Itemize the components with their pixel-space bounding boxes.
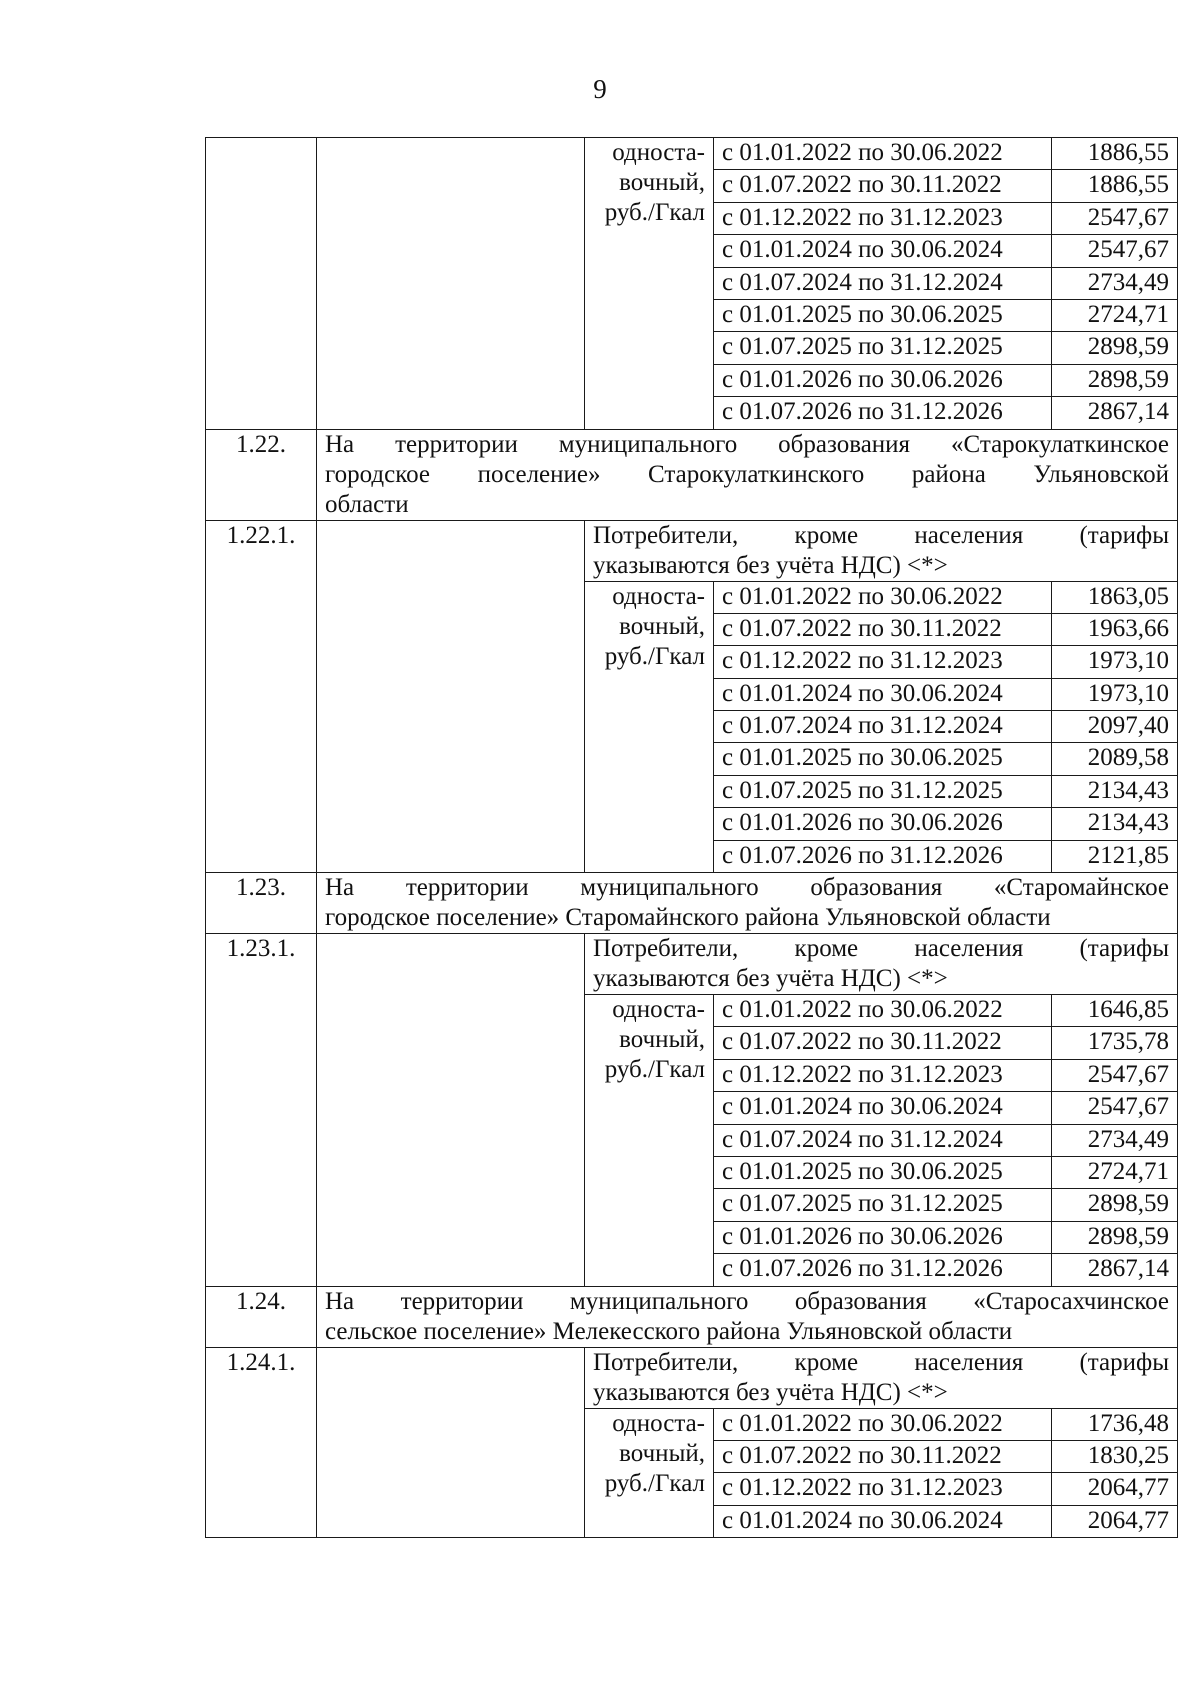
rate-value: 1863,05 — [1052, 581, 1178, 613]
section-number: 1.22. — [206, 429, 317, 520]
rate-value: 1735,78 — [1052, 1027, 1178, 1059]
rate-period: с 01.07.2022 по 30.11.2022 — [714, 1440, 1052, 1472]
consumers-line: указываются без учёта НДС) <*> — [593, 1378, 948, 1406]
rate-period: с 01.01.2022 по 30.06.2022 — [714, 1408, 1052, 1440]
section-number: 1.23. — [206, 873, 317, 934]
unit-label-line: руб./Гкал — [604, 1056, 705, 1084]
rate-period: с 01.01.2024 по 30.06.2024 — [714, 678, 1052, 710]
rate-period: с 01.01.2026 по 30.06.2026 — [714, 364, 1052, 396]
unit-cell — [585, 138, 714, 430]
rate-period: с 01.01.2026 по 30.06.2026 — [714, 808, 1052, 840]
unit-label-line: односта- — [612, 139, 705, 166]
consumers-description — [585, 934, 1178, 995]
unit-label-line: руб./Гкал — [604, 1469, 705, 1497]
rate-value: 2547,67 — [1052, 235, 1178, 267]
subsection-blank-cell — [317, 934, 585, 1287]
unit-label-line: односта- — [612, 996, 705, 1024]
rate-period: с 01.01.2025 по 30.06.2025 — [714, 1156, 1052, 1188]
subsection-number: 1.23.1. — [206, 934, 317, 1287]
territory-line: На территории муниципального образования «Старокулаткинское — [325, 430, 1169, 458]
rate-value: 2547,67 — [1052, 202, 1178, 234]
rate-value: 2898,59 — [1052, 332, 1178, 364]
tariff-table-body — [206, 138, 1178, 1538]
consumers-line: Потребители, кроме населения (тарифы — [593, 521, 1169, 549]
consumers-description — [585, 1347, 1178, 1408]
rate-period: с 01.01.2022 по 30.06.2022 — [714, 138, 1052, 170]
rate-value: 2867,14 — [1052, 1254, 1178, 1286]
unit-cell — [585, 995, 714, 1287]
section-header-row — [206, 1286, 1178, 1347]
consumers-description — [585, 520, 1178, 581]
rate-value: 1886,55 — [1052, 170, 1178, 202]
rate-period: с 01.07.2022 по 30.11.2022 — [714, 613, 1052, 645]
territory-line: На территории муниципального образования «Старосахчинское — [325, 1287, 1169, 1315]
unit-label-line: руб./Гкал — [604, 642, 705, 670]
rate-value: 2734,49 — [1052, 267, 1178, 299]
rate-value: 1963,66 — [1052, 613, 1178, 645]
rate-value: 2064,77 — [1052, 1473, 1178, 1505]
consumers-line: Потребители, кроме населения (тарифы — [593, 1348, 1169, 1376]
rate-value: 2064,77 — [1052, 1505, 1178, 1537]
unit-label-line: односта- — [612, 1409, 705, 1437]
section-territory — [317, 1286, 1178, 1347]
rate-value: 2134,43 — [1052, 808, 1178, 840]
consumers-line: указываются без учёта НДС) <*> — [593, 965, 948, 993]
section-territory — [317, 873, 1178, 934]
rate-period: с 01.01.2024 по 30.06.2024 — [714, 235, 1052, 267]
rate-period: с 01.07.2026 по 31.12.2026 — [714, 840, 1052, 872]
consumers-row — [206, 934, 1178, 995]
rate-period: с 01.01.2026 по 30.06.2026 — [714, 1221, 1052, 1253]
unit-label-line: односта- — [612, 582, 705, 610]
unit-label-line: вочный, — [619, 1439, 705, 1467]
rate-period: с 01.01.2025 по 30.06.2025 — [714, 299, 1052, 331]
rate-value: 2121,85 — [1052, 840, 1178, 872]
unit-label-line: руб./Гкал — [604, 199, 705, 226]
rate-period: с 01.12.2022 по 31.12.2023 — [714, 1473, 1052, 1505]
rate-period: с 01.07.2024 по 31.12.2024 — [714, 267, 1052, 299]
rate-period: с 01.07.2022 по 30.11.2022 — [714, 1027, 1052, 1059]
rate-period: с 01.01.2022 по 30.06.2022 — [714, 581, 1052, 613]
rate-period: с 01.07.2025 по 31.12.2025 — [714, 332, 1052, 364]
rate-value: 2547,67 — [1052, 1092, 1178, 1124]
consumers-line: Потребители, кроме населения (тарифы — [593, 935, 1169, 963]
rate-value: 2134,43 — [1052, 775, 1178, 807]
rate-period: с 01.01.2025 по 30.06.2025 — [714, 743, 1052, 775]
rate-value: 1973,10 — [1052, 678, 1178, 710]
section-territory — [317, 429, 1178, 520]
rate-period: с 01.01.2022 по 30.06.2022 — [714, 995, 1052, 1027]
rate-period: с 01.07.2025 по 31.12.2025 — [714, 775, 1052, 807]
rate-period: с 01.07.2026 по 31.12.2026 — [714, 397, 1052, 429]
rate-value: 1830,25 — [1052, 1440, 1178, 1472]
subsection-number: 1.22.1. — [206, 520, 317, 873]
rate-period: с 01.12.2022 по 31.12.2023 — [714, 1059, 1052, 1091]
rate-value: 1736,48 — [1052, 1408, 1178, 1440]
continuation-blank-cell — [317, 138, 585, 430]
subsection-number: 1.24.1. — [206, 1347, 317, 1538]
rate-period: с 01.07.2025 по 31.12.2025 — [714, 1189, 1052, 1221]
subsection-blank-cell — [317, 520, 585, 873]
rate-value: 1886,55 — [1052, 138, 1178, 170]
territory-line: городское поселение» Старомайнского района Ульяновской области — [325, 904, 1051, 932]
rate-period: с 01.07.2022 по 30.11.2022 — [714, 170, 1052, 202]
rate-value: 2898,59 — [1052, 1189, 1178, 1221]
section-header-row — [206, 429, 1178, 520]
rate-value: 2724,71 — [1052, 299, 1178, 331]
unit-label-line: вочный, — [619, 169, 705, 196]
territory-line: городское поселение» Старокулаткинского района Ульяновской — [325, 460, 1169, 488]
rate-value: 2898,59 — [1052, 364, 1178, 396]
rate-period: с 01.12.2022 по 31.12.2023 — [714, 646, 1052, 678]
rate-value: 2547,67 — [1052, 1059, 1178, 1091]
rate-row — [206, 138, 1178, 170]
rate-value: 2898,59 — [1052, 1221, 1178, 1253]
unit-cell — [585, 1408, 714, 1538]
rate-period: с 01.01.2024 по 30.06.2024 — [714, 1505, 1052, 1537]
section-number: 1.24. — [206, 1286, 317, 1347]
rate-value: 2734,49 — [1052, 1124, 1178, 1156]
consumers-row — [206, 1347, 1178, 1408]
unit-cell — [585, 581, 714, 873]
rate-value: 2097,40 — [1052, 711, 1178, 743]
rate-value: 2089,58 — [1052, 743, 1178, 775]
rate-period: с 01.12.2022 по 31.12.2023 — [714, 202, 1052, 234]
unit-label-line: вочный, — [619, 612, 705, 640]
territory-line: На территории муниципального образования «Старомайнское — [325, 874, 1169, 902]
continuation-number-cell — [206, 138, 317, 430]
rate-value: 2724,71 — [1052, 1156, 1178, 1188]
territory-line: сельское поселение» Мелекесского района Ульяновской области — [325, 1317, 1013, 1345]
page-number: 9 — [593, 74, 607, 104]
rate-period: с 01.07.2026 по 31.12.2026 — [714, 1254, 1052, 1286]
consumers-line: указываются без учёта НДС) <*> — [593, 551, 948, 579]
tariff-table — [205, 137, 1178, 1538]
unit-label-line: вочный, — [619, 1026, 705, 1054]
rate-period: с 01.01.2024 по 30.06.2024 — [714, 1092, 1052, 1124]
rate-value: 1646,85 — [1052, 995, 1178, 1027]
rate-value: 2867,14 — [1052, 397, 1178, 429]
rate-period: с 01.07.2024 по 31.12.2024 — [714, 711, 1052, 743]
rate-value: 1973,10 — [1052, 646, 1178, 678]
rate-period: с 01.07.2024 по 31.12.2024 — [714, 1124, 1052, 1156]
subsection-blank-cell — [317, 1347, 585, 1538]
consumers-row — [206, 520, 1178, 581]
territory-line: области — [325, 490, 409, 518]
section-header-row — [206, 873, 1178, 934]
